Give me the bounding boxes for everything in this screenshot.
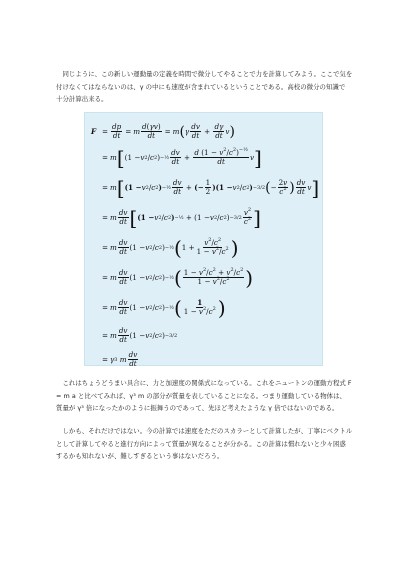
equation-line-3: = m [ (1 − v 2 / c 2 ) −½ $\frac{dv}{dt}$ + (− $\frac{1}{2}$ )(1 − v 2 / c 2 ) −3/2 ( − $\frac{2v}{c^2}$ ) $\frac{dv}{dt}$ v ] (101, 175, 320, 200)
equation-line-2: = m [ (1 − v 2 / c 2 ) −½ $\frac{dv}{dt}$ + $\frac{d (1 - v^2/c^2)^{-\frac{1}{2}}}{dt}$ v ] (101, 145, 262, 170)
explanation-paragraph: これはちょうどうまい具合に、力と加速度の関係式になっている。これをニュートンの運動方程式 F = m a と比べてみれば、γ³ m の部分が質量を表していることになる。つまり運動している物体は、 質量が γ³ 倍になったかのように振舞うのであって、先ほど考えたような γ 倍ではないのである。 (56, 379, 352, 412)
equation-line-8: = m $\frac{dv}{dt}$ (1 − v 2 / c 2 ) −3/2 (101, 326, 178, 344)
equation-line-6: = m $\frac{dv}{dt}$ (1 − v 2 / c 2 ) −½ ( $\frac{1 - v^2/c^2 + v^2/c^2}{1 - v^2/c^2}$ ) (101, 265, 254, 290)
equation-box (84, 112, 323, 366)
equation-line-7: = m $\frac{dv}{dt}$ (1 − v 2 / c 2 ) −½ ( $\frac{1}{1 - v^2/c^2}$ ) (101, 295, 226, 320)
intro-paragraph: 同じように、この新しい運動量の定義を時間で微分してやることで力を計算してみよう。ここで気を 付けなくてはならないのは、γ の中にも速度が含まれているということである。高校の微分の知識で 十分計算出来る。 (56, 70, 353, 103)
equation-line-1: F = $\frac{dp}{dt}$ = m $\frac{d(\gamma v)}{dt}$ = m ( γ $\frac{dv}{dt}$ + $\frac{d\gamma}{dt}$ v ) (91, 122, 235, 140)
equation-line-4: = m $\frac{dv}{dt}$ [ (1 − v 2 / c 2 ) −½ + (1 − v 2 / c 2 ) −3/2 $\frac{v^2}{c^2}$ ] (101, 205, 261, 230)
equation-line-9: = γ 3 m $\frac{dv}{dt}$ (101, 350, 138, 368)
equation-line-5: = m $\frac{dv}{dt}$ (1 − v 2 / c 2 ) −½ ( 1 + $\frac{v^2/c^2}{1 - v^2/c^2}$ ) (101, 235, 239, 260)
closing-paragraph: しかも、それだけではない。今の計算では速度をただのスカラーとして計算したが、丁寧にベクトル として計算してやると進行方向によって質量が異なることが分かる。この計算は慣れないと少々困惑 するかも知れないが、難しすぎるという事はないだろう。 (56, 427, 353, 460)
